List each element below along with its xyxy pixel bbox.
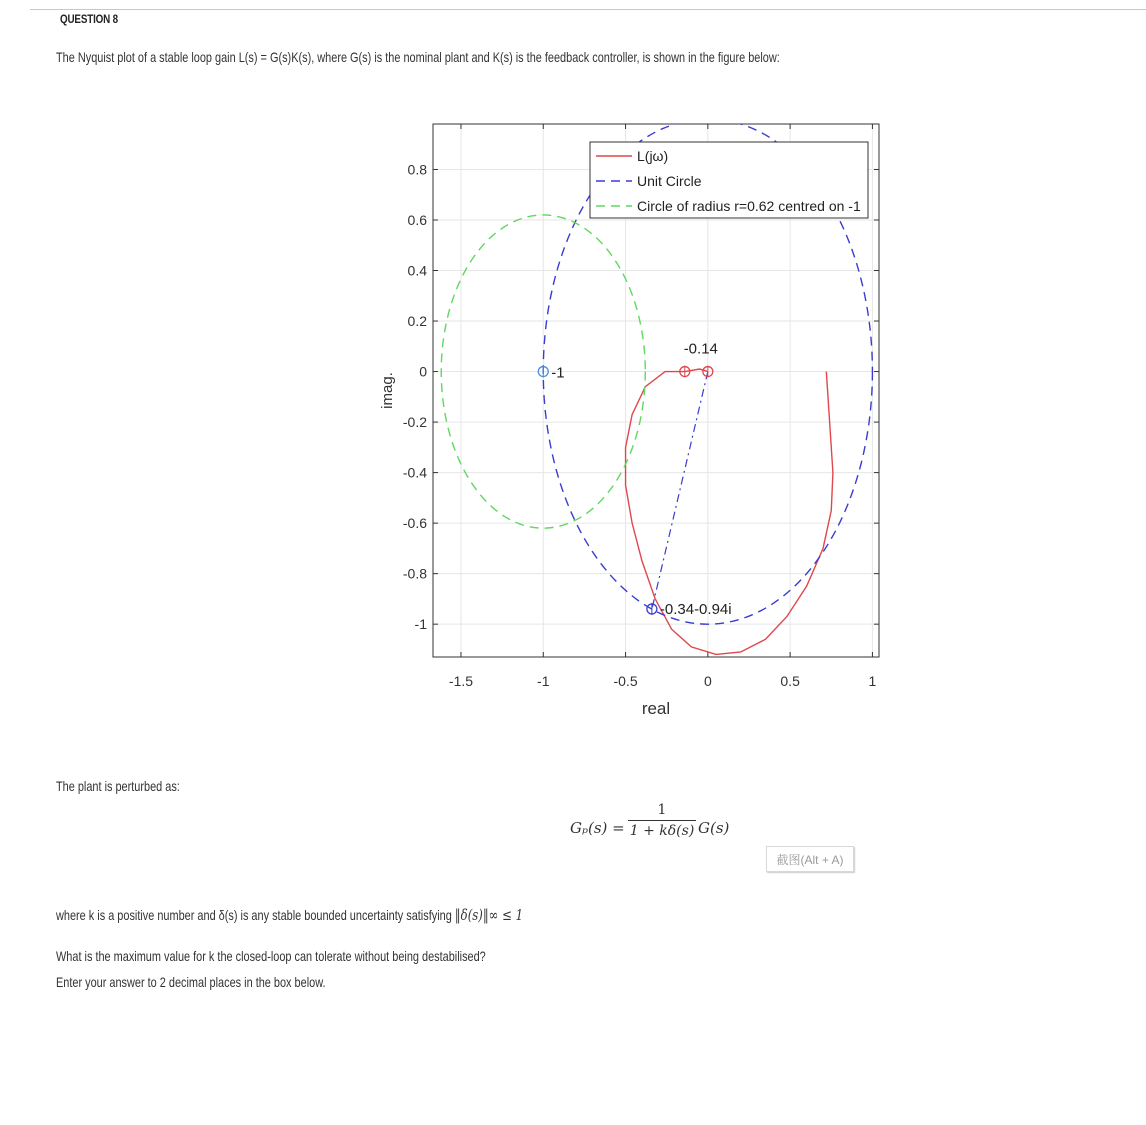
- marker-label: -1: [551, 364, 565, 382]
- x-tick-label: -1: [537, 673, 550, 689]
- y-tick-label: -0.2: [402, 414, 427, 431]
- where-text-body: where k is a positive number and δ(s) is any stable bounded uncertainty satisfying: [56, 907, 452, 923]
- y-axis-label: imag.: [379, 372, 396, 409]
- x-tick-label: 0.5: [780, 673, 800, 689]
- formula-numerator: 1: [657, 802, 667, 818]
- formula-denominator: 1 + kδ(s): [629, 823, 695, 839]
- y-tick-label: 0.4: [407, 262, 427, 279]
- formula-fraction: [628, 802, 696, 839]
- screenshot-button[interactable]: 截图(Alt + A): [766, 846, 854, 872]
- perturbed-text: The plant is perturbed as:: [56, 778, 180, 794]
- fraction-bar: [628, 820, 696, 821]
- instruction-text: Enter your answer to 2 decimal places in the box below.: [56, 974, 326, 990]
- legend-entry: L(jω): [637, 148, 669, 164]
- y-tick-label: -1: [414, 616, 427, 633]
- marker-label: -0.34-0.94i: [659, 601, 732, 619]
- y-tick-label: 0.8: [407, 161, 427, 178]
- formula-rhs: G(s): [698, 819, 730, 837]
- y-tick-label: -0.8: [402, 565, 427, 582]
- question-title: QUESTION 8: [60, 12, 118, 26]
- legend-entry: Circle of radius r=0.62 centred on -1: [637, 198, 861, 214]
- formula-lhs: Gₚ(s) =: [570, 819, 625, 837]
- question-text: What is the maximum value for k the closed-loop can tolerate without being destabilised?: [56, 948, 486, 964]
- norm-constraint: ‖δ(s)‖∞ ≤ 1: [454, 906, 524, 924]
- x-tick-label: 1: [868, 673, 877, 689]
- legend-entry: Unit Circle: [637, 173, 702, 189]
- y-tick-label: 0.6: [407, 211, 427, 228]
- x-tick-label: -1.5: [448, 673, 474, 689]
- question-intro: The Nyquist plot of a stable loop gain L(s) = G(s)K(s), where G(s) is the nominal plant and K(s) is the feedback controller, is shown in the figure below:: [56, 49, 780, 65]
- y-tick-label: 0: [419, 363, 427, 380]
- y-tick-label: -0.6: [402, 515, 427, 532]
- x-tick-label: -0.5: [613, 673, 638, 689]
- y-tick-label: 0.2: [407, 313, 427, 330]
- marker-label: -0.14: [683, 340, 718, 358]
- x-axis-label: real: [641, 699, 671, 718]
- y-tick-label: -0.4: [402, 464, 427, 481]
- x-tick-label: 0: [703, 673, 712, 689]
- where-text: [56, 906, 523, 924]
